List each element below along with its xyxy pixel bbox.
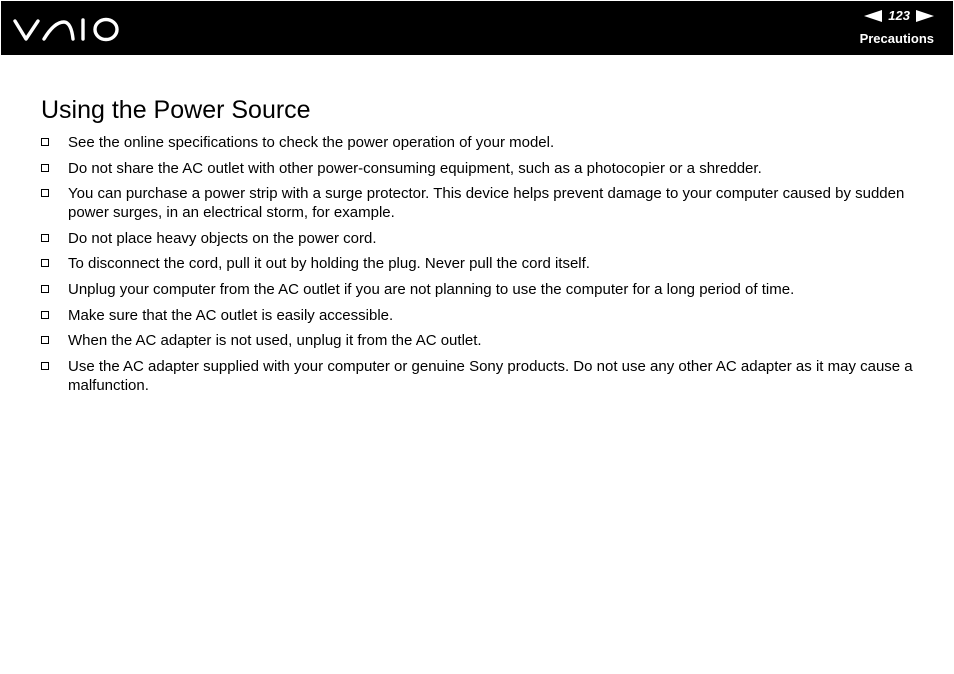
section-label: Precautions (859, 31, 934, 46)
list-item (41, 331, 913, 350)
vaio-logo (13, 14, 121, 44)
list-item-text: See the online specifications to check the power operation of your model. (68, 134, 555, 151)
list-item-text: Do not share the AC outlet with other power-consuming equipment, such as a photocopier or a shredder. (68, 159, 762, 177)
list-item (41, 184, 913, 222)
list-item-text: Use the AC adapter supplied with your computer or genuine Sony products. Do not use any other AC adapter as it may cause a malfunction. (68, 357, 913, 394)
checkbox-bullet-icon (41, 336, 49, 344)
list-item (41, 280, 913, 299)
page-title: Using the Power Source (41, 96, 311, 124)
list-item-text: Do not place heavy objects on the power cord. (68, 229, 377, 247)
list-item (41, 229, 913, 248)
checkbox-bullet-icon (41, 234, 49, 242)
list-item (41, 159, 913, 178)
list-item-text: Unplug your computer from the AC outlet if you are not planning to use the computer for a long period of time. (68, 280, 795, 298)
checkbox-bullet-icon (41, 138, 49, 146)
list-item-text: Make sure that the AC outlet is easily accessible. (68, 306, 394, 324)
list-item-text: When the AC adapter is not used, unplug it from the AC outlet. (68, 332, 482, 350)
page-header (1, 1, 953, 55)
list-item (41, 357, 913, 395)
page-navigation (864, 9, 934, 23)
list-item (41, 133, 913, 152)
page-number: 123 (888, 8, 910, 23)
list-item (41, 306, 913, 325)
next-page-arrow-icon[interactable] (916, 10, 934, 22)
previous-page-arrow-icon[interactable] (864, 10, 882, 22)
checkbox-bullet-icon (41, 259, 49, 267)
power-source-precautions-list (41, 133, 913, 401)
checkbox-bullet-icon (41, 311, 49, 319)
checkbox-bullet-icon (41, 285, 49, 293)
list-item-text: You can purchase a power strip with a surge protector. This device helps prevent damage to your computer caused by sudden power surges, in an electrical storm, for example. (68, 185, 905, 222)
checkbox-bullet-icon (41, 189, 49, 197)
list-item (41, 254, 913, 273)
checkbox-bullet-icon (41, 362, 49, 370)
checkbox-bullet-icon (41, 164, 49, 172)
list-item-text: To disconnect the cord, pull it out by holding the plug. Never pull the cord itself. (68, 255, 590, 273)
